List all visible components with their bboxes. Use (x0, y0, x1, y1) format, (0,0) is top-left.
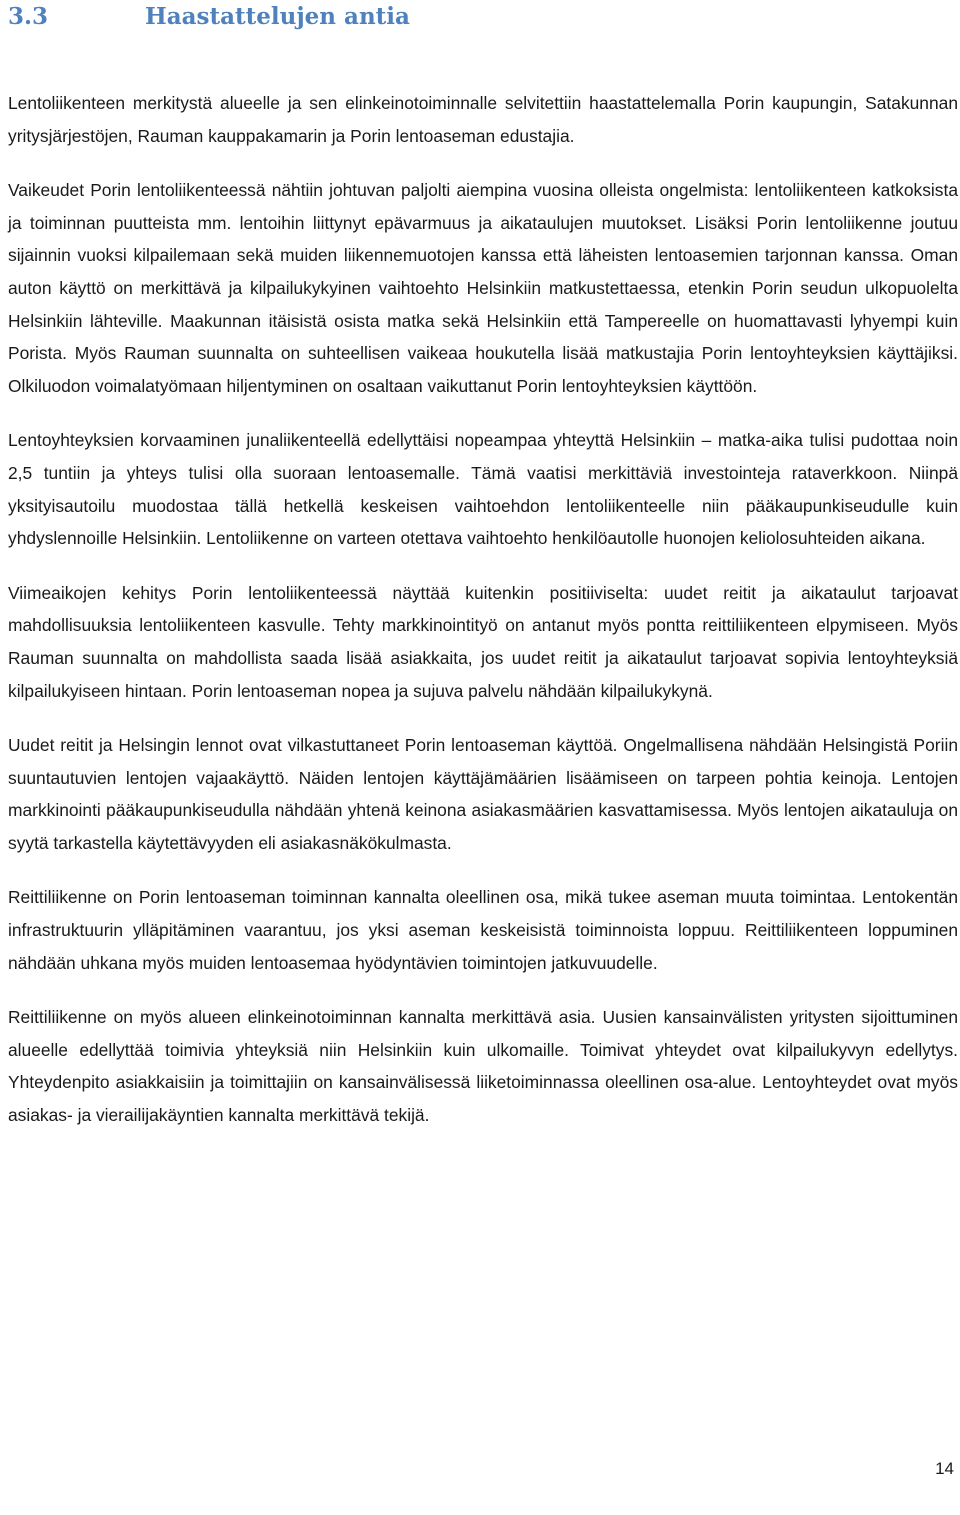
body-text (8, 87, 958, 1154)
section-title: Haastattelujen antia (145, 3, 410, 30)
paragraph-new-routes: Uudet reitit ja Helsingin lennot ovat vilkastuttaneet Porin lentoaseman käyttöä. Ongelmallisena nähdään Helsingistä Poriin suuntautuvien lentojen vajaakäyttö. Näiden lentojen käyttäjämäärien lisäämiseen on tarpeen pohtia keinoja. Lentojen markkinointi pääkaupunkiseudulla nähdään yhtenä keinona asiakasmäärien kasvattamisessa. Myös lentojen aikatauluja on syytä tarkastella käytettävyyden eli asiakasnäkökulmasta. (8, 735, 958, 853)
paragraph-intro: Lentoliikenteen merkitystä alueelle ja sen elinkeinotoiminnalle selvitettiin haastattelemalla Porin kaupungin, Satakunnan yritysjärjestöjen, Rauman kauppakamarin ja Porin lentoaseman edustajia. (8, 93, 958, 146)
paragraph-business-impact: Reittiliikenne on myös alueen elinkeinotoiminnan kannalta merkittävä asia. Uusien kansainvälisten yritysten sijoittuminen alueelle edellyttää toimivia yhteyksiä niin Helsinkiin kuin ulkomaille. Toimivat yhteydet ovat kilpailukyvyn edellytys. Yhteydenpito asiakkaisiin ja toimittajiin on kansainvälisessä liiketoiminnassa oleellinen osa-alue. Lentoyhteydet ovat myös asiakas- ja vierailijakäyntien kannalta merkittävä tekijä. (8, 1007, 958, 1126)
paragraph-recent-development: Viimeaikojen kehitys Porin lentoliikenteessä näyttää kuitenkin positiiviselta: uudet reitit ja aikataulut tarjoavat mahdollisuuksia lentoliikenteen kasvulle. Tehty markkinointityö on antanut myös pontta reittiliikenteen elpymiseen. Myös Rauman suunnalta on mahdollista saada lisää asiakkaita, jos uudet reitit ja aikataulut tarjoavat sopivia lentoyhteyksiä kilpailukyiseen hintaan. Porin lentoaseman nopea ja sujuva palvelu nähdään kilpailukykynä. (8, 582, 958, 701)
paragraph-rail-alternative: Lentoyhteyksien korvaaminen junaliikenteellä edellyttäisi nopeampaa yhteyttä Helsinkiin – matka-aika tulisi pudottaa noin 2,5 tuntiin ja yhteys tulisi olla suoraan lentoasemalle. Tämä vaatisi merkittäviä investointeja rataverkkoon. Niinpä yksityisautoilu muodostaa tällä hetkellä keskeisen vaihtoehdon lentoliikenteelle niin pääkaupunkiseudulle kuin yhdyslennoille Helsinkiin. Lentoliikenne on varteen otettava vaihtoehto henkilöautolle huonojen keliolosuhteiden aikana. (8, 430, 958, 549)
page-number: 14 (935, 1459, 954, 1478)
section-number: 3.3 (8, 3, 49, 30)
paragraph-difficulties: Vaikeudet Porin lentoliikenteessä nähtiin johtuvan paljolti aiempina vuosina olleista ongelmista: lentoliikenteen katkoksista ja toiminnan puutteista mm. lentoihin liittynyt epävarmuus ja aikataulujen muutokset. Lisäksi Porin lentoliikenne joutuu sijainnin vuoksi kilpailemaan sekä muiden liikennemuotojen kanssa että läheisten lentoasemien tarjonnan kanssa. Oman auton käyttö on merkittävä ja kilpailukykyinen vaihtoehto Helsinkiin matkustettaessa, etenkin Porin seudun ulkopuolelta Helsinkiin lähteville. Maakunnan itäisistä osista matka sekä Helsinkiin että Tampereelle on huomattavasti lyhyempi kuin Porista. Myös Rauman suunnalta on suhteellisen vaikeaa houkutella lisää matkustajia Porin lentoyhteyksien käyttäjiksi. Olkiluodon voimalatyömaan hiljentyminen on osaltaan vaikuttanut Porin lentoyhteyksien käyttöön. (8, 180, 958, 396)
paragraph-route-traffic: Reittiliikenne on Porin lentoaseman toiminnan kannalta oleellinen osa, mikä tukee aseman muuta toimintaa. Lentokentän infrastruktuurin ylläpitäminen vaarantuu, jos yksi aseman keskeisistä toiminnoista loppuu. Reittiliikenteen loppuminen nähdään uhkana myös muiden lentoasemaa hyödyntävien toimintojen jatkuvuudelle. (8, 887, 958, 973)
section-heading (8, 0, 410, 34)
